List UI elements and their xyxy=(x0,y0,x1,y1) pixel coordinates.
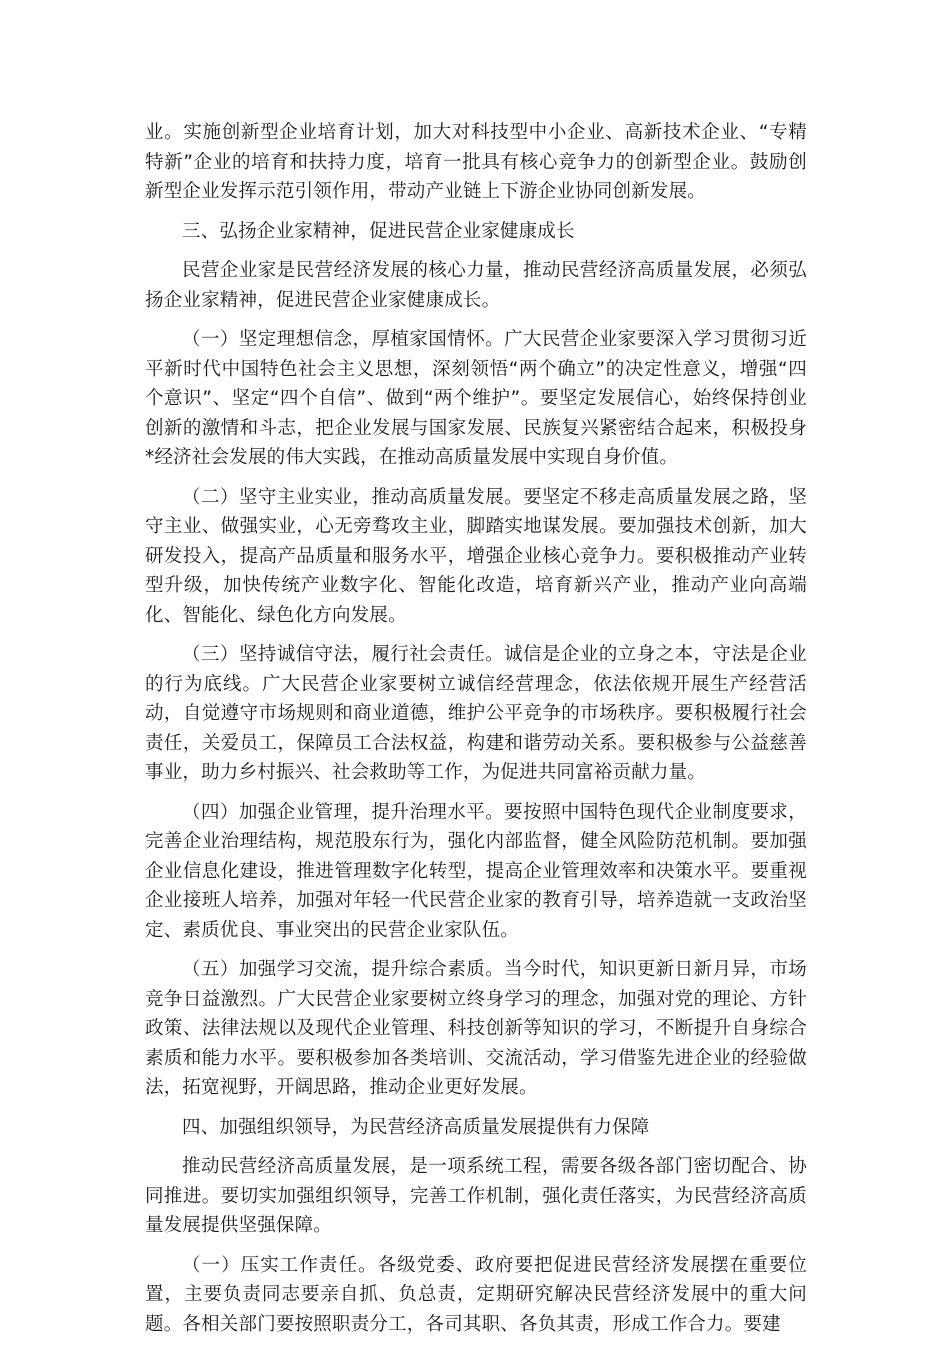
section-heading-3: 三、弘扬企业家精神，促进民营企业家健康成长 xyxy=(182,220,575,242)
paragraph: （一）压实工作责任。各级党委、政府要把促进民营经济发展摆在重要位置，主要负责同志要亲自抓、负总责，定期研究解决民营经济发展中的重大问题。各相关部门要按照职责分工，各司其职、各负其责，形成工作合力。要建 xyxy=(145,1254,807,1335)
paragraph: （一）坚定理想信念，厚植家国情怀。广大民营企业家要深入学习贯彻习近平新时代中国特色社会主义思想，深刻领悟“两个确立”的决定性意义，增强“四个意识”、坚定“四个自信”、做到“两个维护”。要坚定发展信心，始终保持创业创新的激情和斗志，把企业发展与国家发展、民族复兴紧密结合起来，积极投身*经济社会发展的伟大实践，在推动高质量发展中实现自身价值。 xyxy=(145,329,807,468)
paragraph: 民营企业家是民营经济发展的核心力量，推动民营经济高质量发展，必须弘扬企业家精神，促进民营企业家健康成长。 xyxy=(145,260,807,311)
document-page xyxy=(145,118,807,1349)
paragraph: （五）加强学习交流，提升综合素质。当今时代，知识更新日新月异，市场竞争日益激烈。广大民营企业家要树立终身学习的理念，加强对党的理论、方针政策、法律法规以及现代企业管理、科技创新等知识的学习，不断提升自身综合素质和能力水平。要积极参加各类培训、交流活动，学习借鉴先进企业的经验做法，拓宽视野，开阔思路，推动企业更好发展。 xyxy=(145,959,807,1098)
paragraph: 推动民营经济高质量发展，是一项系统工程，需要各级各部门密切配合、协同推进。要切实加强组织领导，完善工作机制，强化责任落实，为民营经济高质量发展提供坚强保障。 xyxy=(145,1156,807,1236)
paragraph: （四）加强企业管理，提升治理水平。要按照中国特色现代企业制度要求，完善企业治理结构，规范股东行为，强化内部监督，健全风险防范机制。要加强企业信息化建设，推进管理数字化转型，提高企业管理效率和决策水平。要重视企业接班人培养，加强对年轻一代民营企业家的教育引导，培养造就一支政治坚定、素质优良、事业突出的民营企业家队伍。 xyxy=(145,801,807,941)
paragraph: （三）坚持诚信守法，履行社会责任。诚信是企业的立身之本，守法是企业的行为底线。广大民营企业家要树立诚信经营理念，依法依规开展生产经营活动，自觉遵守市场规则和商业道德，维护公平竞争的市场秩序。要积极履行社会责任，关爱员工，保障员工合法权益，构建和谐劳动关系。要积极参与公益慈善事业，助力乡村振兴、社会救助等工作，为促进共同富裕贡献力量。 xyxy=(145,644,807,783)
paragraph: （二）坚守主业实业，推动高质量发展。要坚定不移走高质量发展之路，坚守主业、做强实业，心无旁骛攻主业，脚踏实地谋发展。要加强技术创新，加大研发投入，提高产品质量和服务水平，增强企业核心竞争力。要积极推动产业转型升级，加快传统产业数字化、智能化改造，培育新兴产业，推动产业向高端化、智能化、绿色化方向发展。 xyxy=(145,486,807,626)
section-heading-4: 四、加强组织领导，为民营经济高质量发展提供有力保障 xyxy=(182,1116,650,1138)
paragraph-continued: 业。实施创新型企业培育计划，加大对科技型中小企业、高新技术企业、“专精特新”企业的培育和扶持力度，培育一批具有核心竞争力的创新型企业。鼓励创新型企业发挥示范引领作用，带动产业链上下游企业协同创新发展。 xyxy=(145,122,807,202)
